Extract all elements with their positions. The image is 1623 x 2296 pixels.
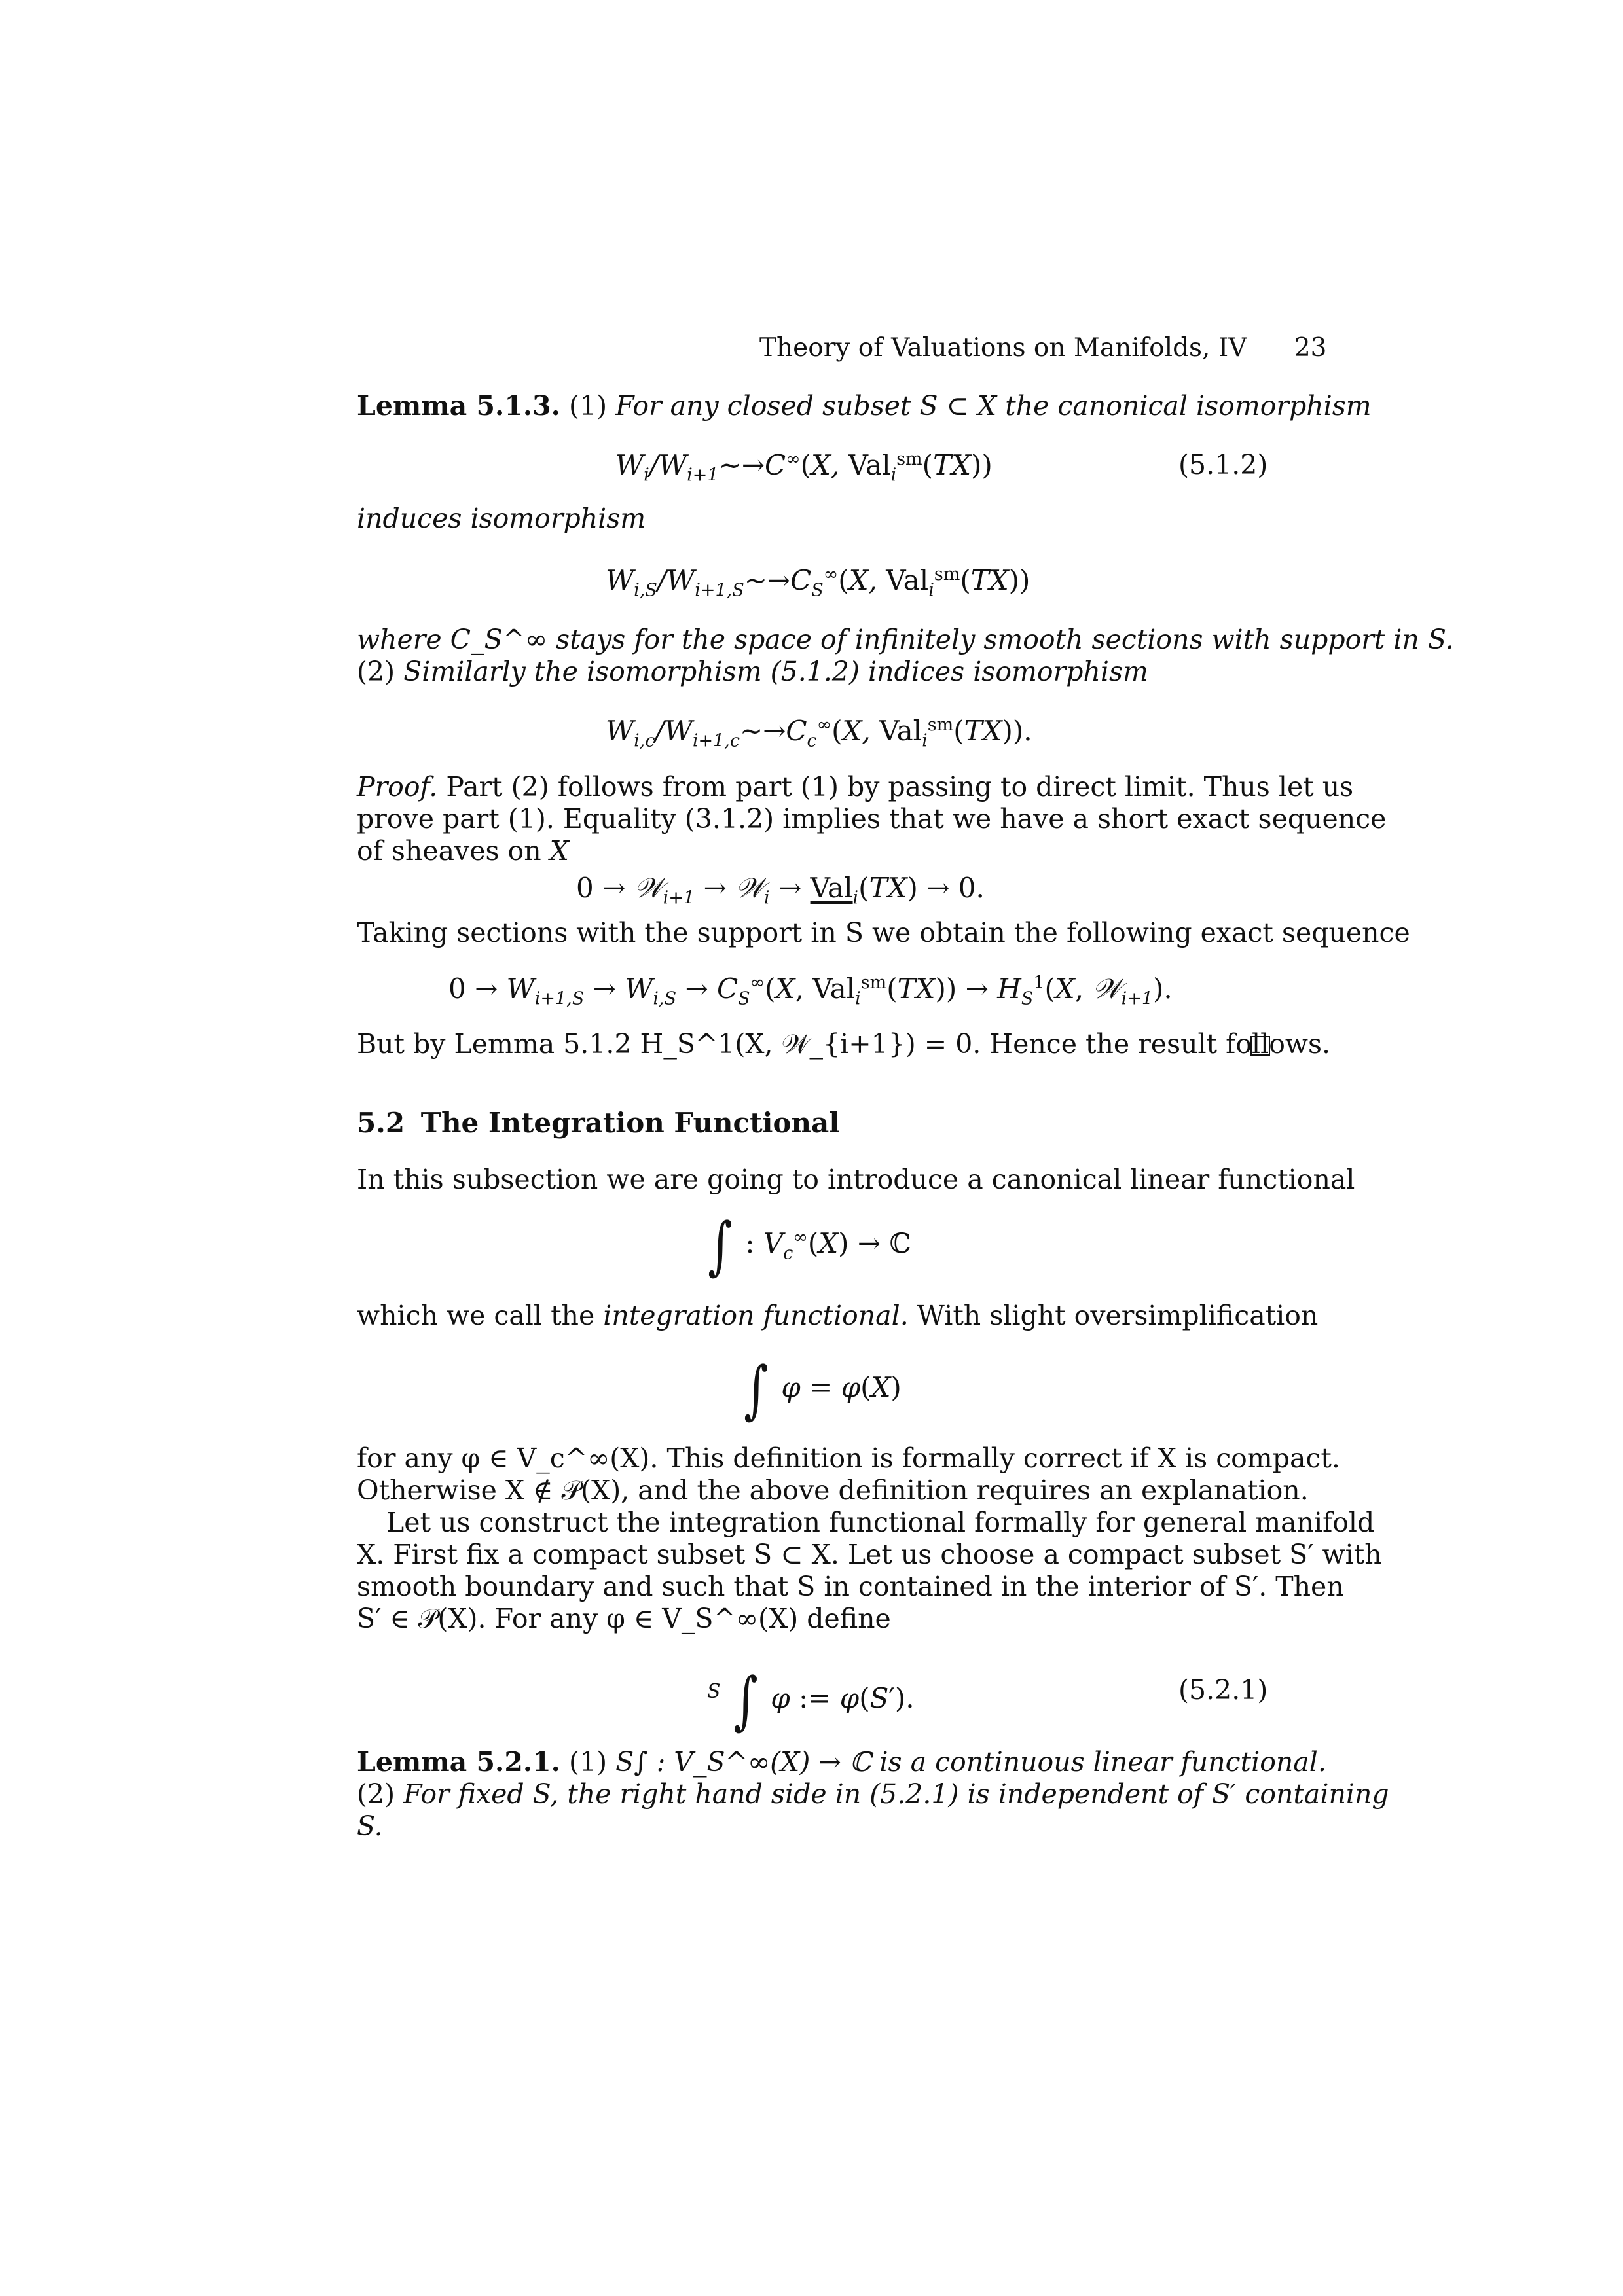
section-heading: [357, 1109, 839, 1137]
proof-line-3: of sheaves on X: [357, 835, 569, 867]
lemma-part2-text: Similarly the isomorphism (5.1.2) indices isomorphism: [403, 656, 1148, 687]
lemma-part2-number: (2): [357, 656, 395, 687]
lemma-label: Lemma 5.1.3.: [357, 390, 560, 422]
paragraph-4-line-1: Let us construct the integration functional formally for general manifold: [386, 1507, 1375, 1538]
proof-line-1: Proof. Part (2) follows from part (1) by passing to direct limit. Thus let us: [357, 771, 1354, 802]
display-definition-5-2-1: $^S$ ∫ φ := φ(S′).: [707, 1664, 915, 1737]
equation-5-1-2: $W_i/W_{i+1}\sim\to C^\infty(X$, Val$_i^{sm}$(TX)): [615, 449, 993, 486]
lemma-part1-text: For any closed subset S ⊂ X the canonical isomorphism: [615, 390, 1372, 422]
paragraph-4-line-3: smooth boundary and such that S in contained in the interior of S′. Then: [357, 1571, 1344, 1602]
paragraph-3-line-1: for any φ ∈ V_c^∞(X). This definition is formally correct if X is compact.: [357, 1443, 1340, 1474]
proof-conclusion: But by Lemma 5.1.2 H_S^1(X, 𝒲_{i+1}) = 0. Hence the result follows.: [357, 1028, 1331, 1060]
paragraph-4-line-4: S′ ∈ 𝒫(X). For any φ ∈ V_S^∞(X) define: [357, 1603, 891, 1634]
proof-line-4: Taking sections with the support in S we obtain the following exact sequence: [357, 917, 1410, 948]
running-title: Theory of Valuations on Manifolds, IV: [759, 333, 1247, 363]
short-exact-sequence: 0 → 𝒲$_{i+1}$ → 𝒲$_i$ → Val$_i$(TX) → 0.: [576, 872, 985, 908]
induces-text: induces isomorphism: [357, 503, 646, 534]
section-number: 5.2: [357, 1107, 405, 1139]
equation-number-5-2-1: (5.2.1): [1178, 1674, 1268, 1706]
exact-sequence-sections: $0 \to W_{i+1,S} \to W_{i,S} \to C_S^\infty(X$, $Val_i^{sm}(TX)) \to H_S^1(X$, 𝒲$_{i+1}$).: [448, 973, 1173, 1009]
equation-isomorphism-support: $W_{i,S}/W_{i+1,S}\sim\to C_S^\infty(X$, Val$_i^{sm}$(TX)): [606, 564, 1030, 601]
lemma-part-number: (1): [568, 390, 608, 422]
paragraph-4-line-2: X. First fix a compact subset S ⊂ X. Let us choose a compact subset S′ with: [357, 1539, 1382, 1570]
equation-isomorphism-compact: $W_{i,c}/W_{i+1,c}\sim\to C_c^\infty(X$, Val$_i^{sm}$(TX)).: [606, 715, 1032, 751]
equation-number-5-1-2: (5.1.2): [1178, 449, 1268, 480]
where-text: where C_S^∞ stays for the space of infinitely smooth sections with support in S.: [357, 624, 1454, 655]
integration-functional-term: integration functional.: [603, 1300, 909, 1331]
lemma-5-1-3-statement: [357, 390, 1372, 422]
section-title: The Integration Functional: [420, 1107, 840, 1139]
page-number: 23: [1294, 333, 1327, 363]
display-integration-functional: ∫ : $V_c^\infty(X)$ → ℂ: [708, 1209, 911, 1282]
proof-line-2: prove part (1). Equality (3.1.2) implies that we have a short exact sequence: [357, 803, 1387, 834]
running-header: [759, 335, 1326, 361]
display-simplification: ∫ φ = φ(X): [744, 1353, 902, 1426]
lemma-5-2-1-part2: (2) For fixed S, the right hand side in (5.2.1) is independent of S′ containing: [357, 1778, 1389, 1810]
lemma-5-2-1-statement: Lemma 5.2.1. (1) S∫ : V_S^∞(X) → ℂ is a continuous linear functional.: [357, 1746, 1326, 1778]
paragraph-3-line-2: Otherwise X ∉ 𝒫(X), and the above definition requires an explanation.: [357, 1475, 1309, 1506]
lemma-5-2-1-label: Lemma 5.2.1.: [357, 1746, 560, 1778]
qed-square-icon: [1250, 1036, 1270, 1056]
lemma-part2: [357, 658, 1148, 685]
proof-label: Proof.: [357, 771, 438, 802]
paragraph-2: which we call the integration functional. With slight oversimplification: [357, 1300, 1319, 1331]
lemma-5-2-1-part2-end: S.: [357, 1810, 383, 1842]
paragraph-1: In this subsection we are going to introduce a canonical linear functional: [357, 1164, 1355, 1195]
